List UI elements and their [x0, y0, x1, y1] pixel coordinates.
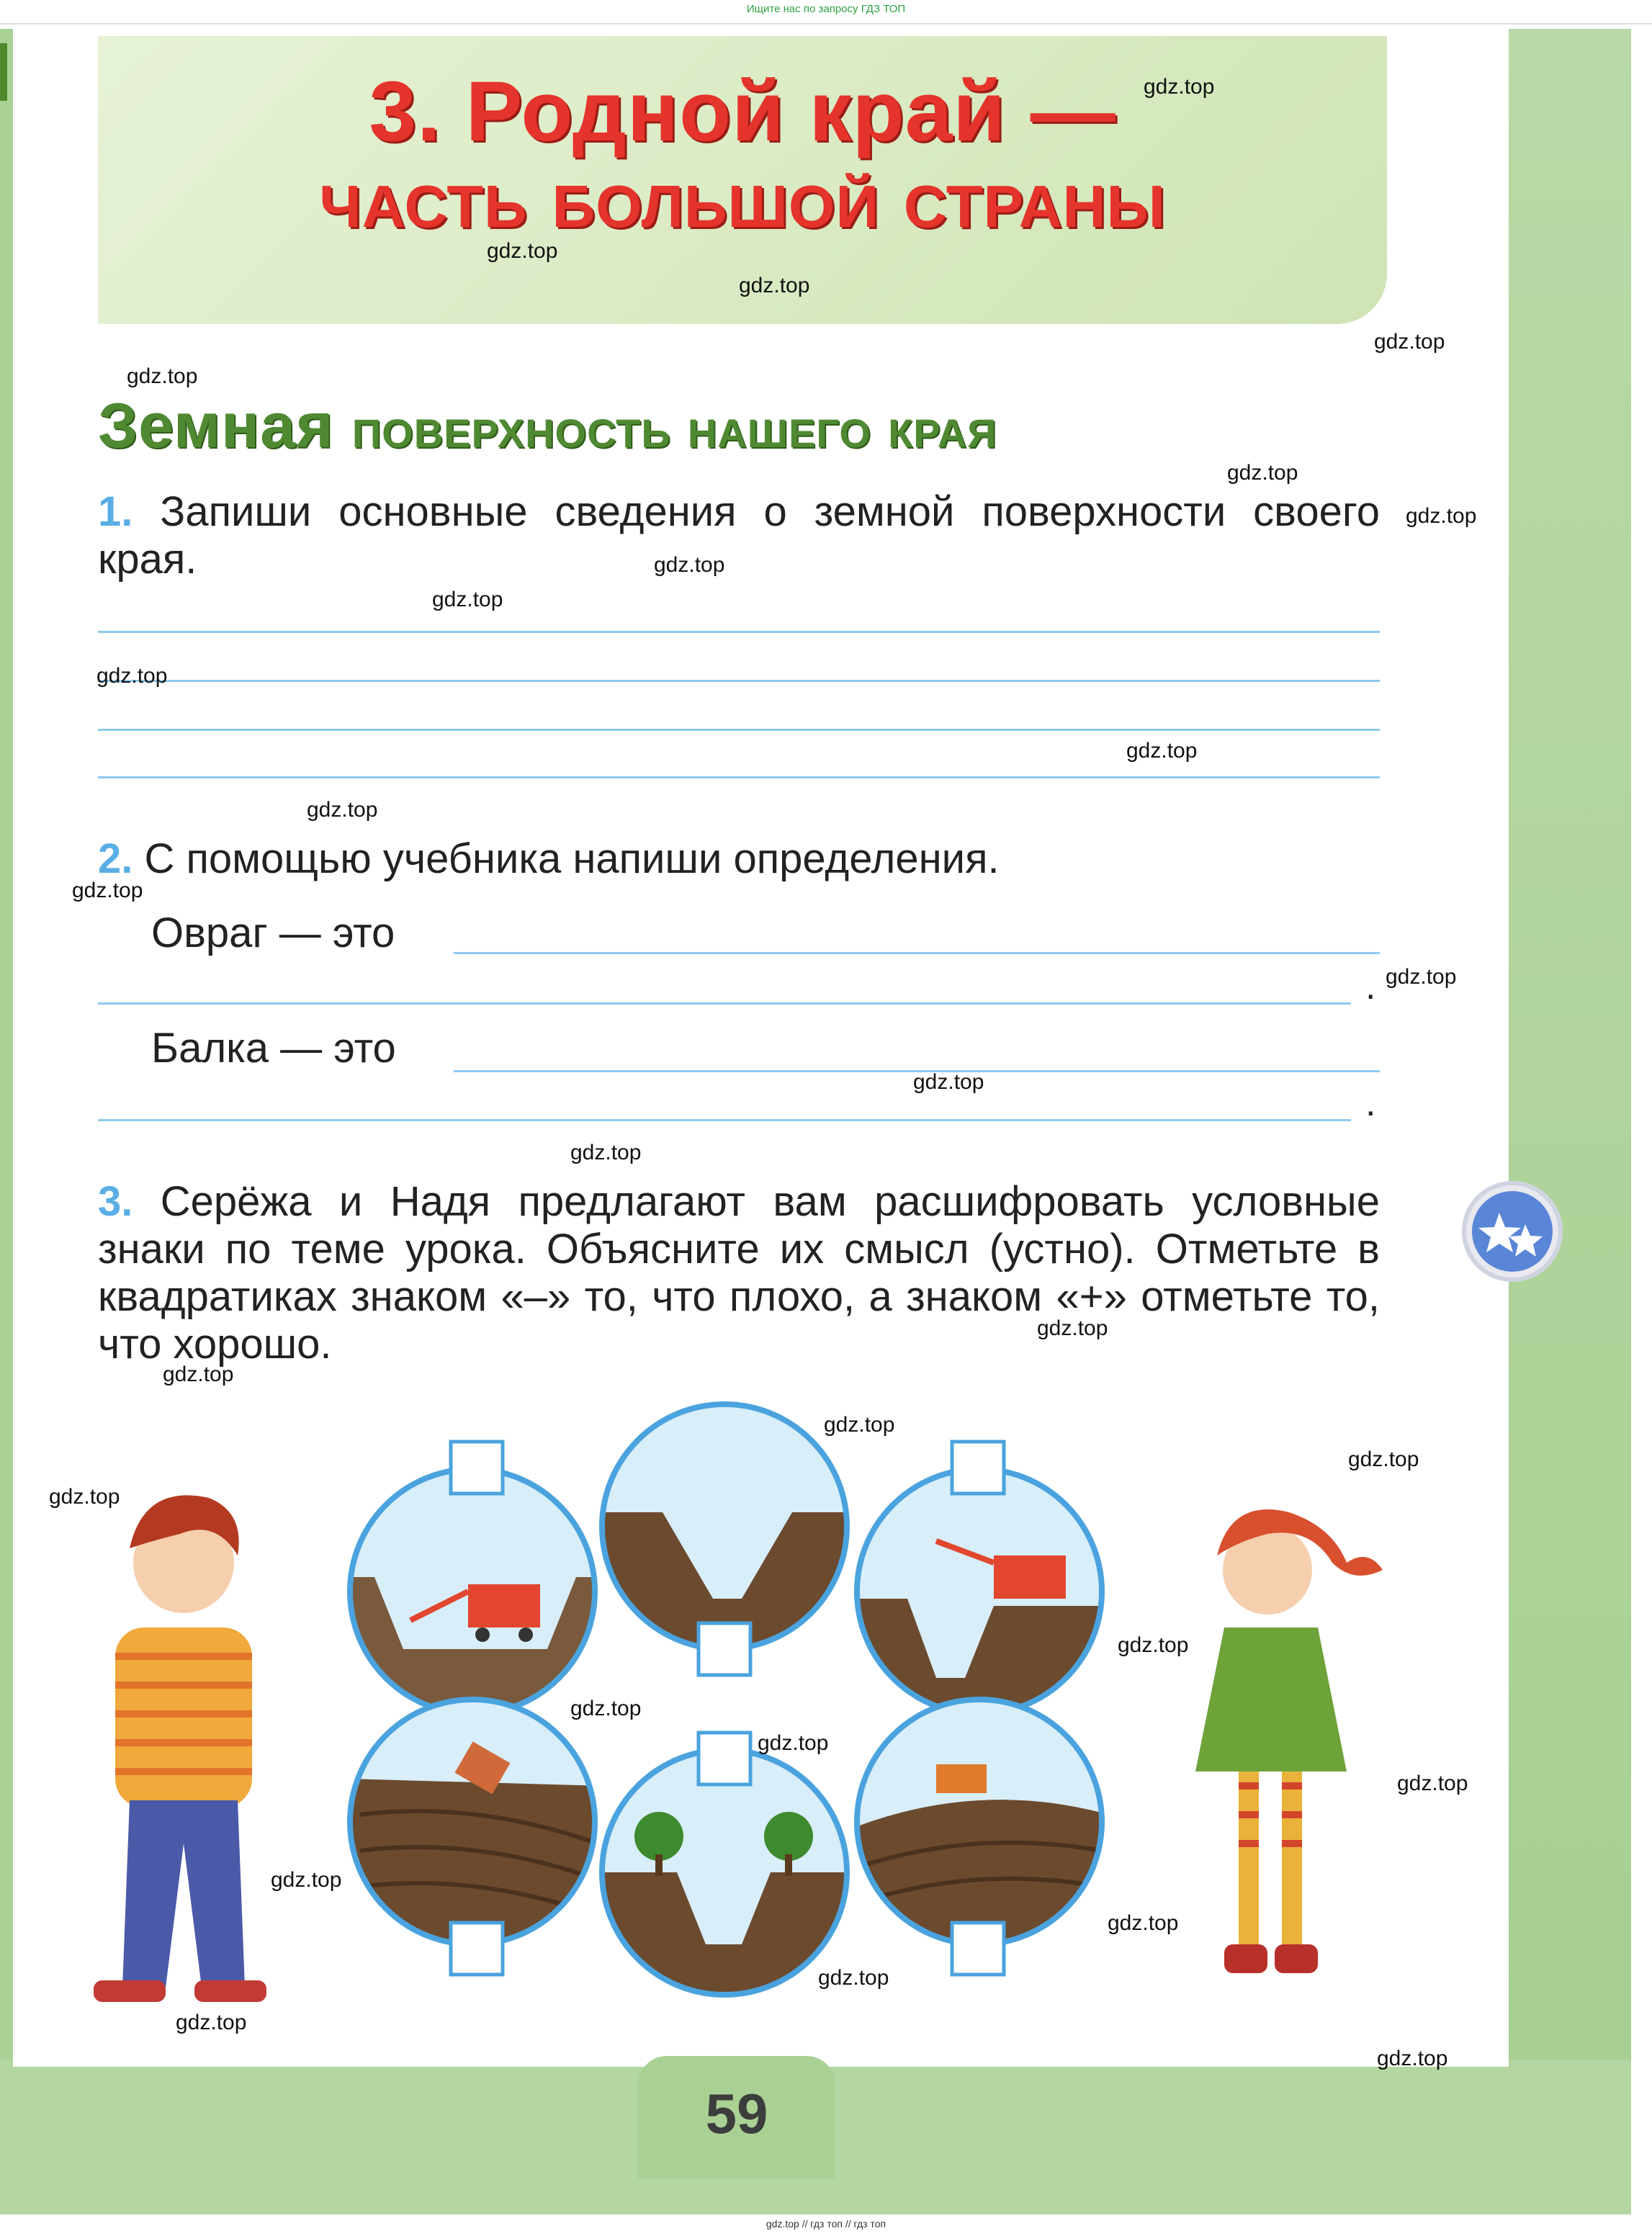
sign-plowing-across [850, 1692, 1109, 1952]
watermark: gdz.top [654, 553, 725, 577]
watermark: gdz.top [1406, 504, 1477, 528]
watermark: gdz.top [1386, 965, 1457, 989]
watermark: gdz.top [1377, 2047, 1448, 2070]
checkbox-sign-4[interactable] [451, 1923, 503, 1975]
checkbox-sign-1[interactable] [451, 1442, 503, 1494]
watermark: gdz.top [432, 588, 503, 611]
section-heading-word1: Земная [98, 390, 334, 461]
watermark: gdz.top [127, 364, 198, 388]
watermark: gdz.top [570, 1141, 642, 1164]
chapter-title-line1: 3. Родной край — [369, 64, 1116, 159]
watermark: gdz.top [1108, 1911, 1179, 1935]
checkbox-sign-5[interactable] [699, 1733, 750, 1784]
watermark: gdz.top [1144, 75, 1215, 99]
section-heading-rest: поверхность нашего края [351, 395, 997, 459]
sign-ravine [598, 1397, 857, 1656]
watermark: gdz.top [739, 274, 810, 297]
definition-ravine-period: . [1365, 966, 1376, 1007]
watermark: gdz.top [176, 2011, 247, 2034]
watermark: gdz.top [49, 1485, 120, 1509]
definition-gully-period: . [1365, 1082, 1376, 1124]
task-2-text: С помощью учебника напиши определения. [144, 835, 1000, 882]
girl-character [1195, 1509, 1383, 1973]
watermark: gdz.top [824, 1413, 895, 1437]
watermark: gdz.top [1348, 1447, 1419, 1471]
boy-character [94, 1495, 266, 2002]
watermark: gdz.top [1037, 1316, 1108, 1340]
checkbox-sign-3[interactable] [952, 1442, 1004, 1494]
definition-gully-label: Балка — это [151, 1025, 396, 1072]
watermark: gdz.top [913, 1070, 984, 1094]
bottom-note: gdz.top // гдз топ // гдз топ [766, 2218, 886, 2230]
watermark: gdz.top [758, 1731, 829, 1755]
task-2-number: 2. [98, 835, 133, 882]
chapter-title-line2: часть большой страны [319, 151, 1166, 246]
task-3-text: Серёжа и Надя предлагают вам расшифровать условные знаки по теме урока. Объясните их смысл (устно). Отметьте в квадратиках знаком «–» то, что плохо, а знаком «+» отметьте то, что хорошо. [98, 1178, 1380, 1368]
watermark: gdz.top [1397, 1772, 1468, 1795]
checkbox-sign-2[interactable] [699, 1623, 750, 1675]
checkbox-sign-6[interactable] [952, 1923, 1004, 1975]
watermark: gdz.top [818, 1966, 889, 1990]
watermark: gdz.top [96, 664, 168, 688]
watermark: gdz.top [487, 239, 558, 263]
watermark: gdz.top [163, 1362, 234, 1386]
task-3-number: 3. [98, 1178, 133, 1225]
watermark: gdz.top [307, 798, 378, 822]
sign-excavator-ravine [850, 1462, 1109, 1721]
watermark: gdz.top [72, 879, 143, 902]
definition-ravine-label: Овраг — это [151, 910, 395, 956]
watermark: gdz.top [271, 1868, 342, 1892]
watermark: gdz.top [570, 1697, 642, 1720]
sign-excavator-pit [346, 1462, 605, 1721]
watermark: gdz.top [1118, 1633, 1189, 1657]
watermark: gdz.top [1374, 330, 1445, 354]
watermark: gdz.top [1227, 461, 1298, 485]
top-note: Ищите нас по запросу ГДЗ ТОП [746, 3, 906, 15]
watermark: gdz.top [1126, 739, 1198, 763]
page-number: 59 [705, 2082, 768, 2145]
task-1-text: Запиши основные сведения о земной поверхности своего края. [98, 488, 1380, 583]
sign-plowing-slope [346, 1692, 605, 1952]
task-1-number: 1. [98, 488, 133, 535]
